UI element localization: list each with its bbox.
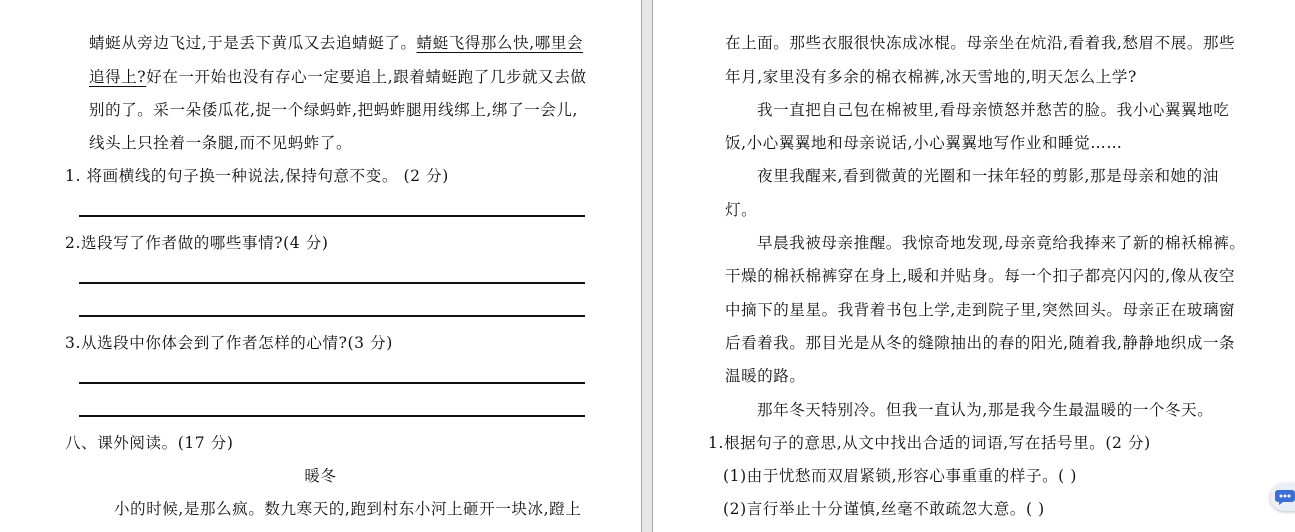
chat-assistant-button[interactable]: [1270, 483, 1295, 511]
question-1-item-2: (2)言行举止十分谨慎,丝毫不敢疏忽大意。( ): [723, 500, 1045, 518]
question-3: 3.从选段中你体会到了作者怎样的心情?(3 分): [65, 334, 393, 352]
passage-line: 年月,家里没有多余的棉衣棉裤,冰天雪地的,明天怎么上学?: [725, 68, 1137, 86]
section-heading: 八、课外阅读。(17 分): [65, 434, 234, 452]
question-1-item-1: (1)由于忧愁而双眉紧锁,形容心事重重的样子。( ): [723, 467, 1078, 485]
passage-line: 干燥的棉袄棉裤穿在身上,暖和并贴身。每一个扣子都亮闪闪的,像从夜空: [725, 267, 1236, 285]
story-first-line: 小的时候,是那么疯。数九寒天的,跑到村东小河上砸开一块冰,蹬上: [114, 500, 582, 518]
answer-line: [79, 215, 585, 217]
question-1: 1. 将画横线的句子换一种说法,保持句意不变。 (2 分): [65, 167, 449, 185]
question-2: 2.选段写了作者做的哪些事情?(4 分): [65, 234, 329, 252]
passage-line: 夜里我醒来,看到微黄的光圈和一抹年轻的剪影,那是母亲和她的油: [757, 167, 1219, 185]
underlined-sentence: 追得上?: [89, 68, 147, 86]
passage-line: 蜻蜓从旁边飞过,于是丢下黄瓜又去追蜻蜓了。蜻蜓飞得那么快,哪里会: [89, 34, 584, 52]
chat-bubble-icon: [1274, 488, 1295, 506]
passage-line: 灯。: [725, 201, 758, 219]
underlined-sentence: 蜻蜓飞得那么快,哪里会: [416, 34, 584, 52]
passage-line: 追得上?好在一开始也没有存心一定要追上,跟着蜻蜓跑了几步就又去做: [89, 68, 587, 86]
passage-line: 我一直把自己包在棉被里,看母亲愤怒并愁苦的脸。我小心翼翼地吃: [757, 101, 1230, 119]
answer-line: [79, 415, 585, 417]
passage-line: 在上面。那些衣服很快冻成冰棍。母亲坐在炕沿,看着我,愁眉不展。那些: [725, 34, 1236, 52]
left-page: [0, 0, 641, 532]
passage-line: 那年冬天特别冷。但我一直认为,那是我今生最温暖的一个冬天。: [757, 401, 1214, 419]
page-gutter: [641, 0, 653, 532]
passage-line: 温暖的路。: [725, 367, 806, 385]
passage-line: 饭,小心翼翼地和母亲说话,小心翼翼地写作业和睡觉……: [725, 134, 1123, 152]
passage-line: 中摘下的星星。我背着书包上学,走到院子里,突然回头。母亲正在玻璃窗: [725, 301, 1236, 319]
passage-line: 线头上只拴着一条腿,而不见蚂蚱了。: [89, 134, 353, 152]
answer-line: [79, 315, 585, 317]
right-page: [653, 0, 1295, 532]
question-1: 1.根据句子的意思,从文中找出合适的词语,写在括号里。(2 分): [708, 434, 1151, 452]
passage-line: 别的了。采一朵倭瓜花,捉一个绿蚂蚱,把蚂蚱腿用线绑上,绑了一会儿,: [89, 101, 579, 119]
passage-line: 后看着我。那目光是从冬的缝隙抽出的春的阳光,随着我,静静地织成一条: [725, 334, 1236, 352]
answer-line: [79, 282, 585, 284]
story-title: 暖冬: [304, 467, 337, 485]
passage-line: 早晨我被母亲推醒。我惊奇地发现,母亲竟给我捧来了新的棉袄棉裤。: [757, 234, 1246, 252]
answer-line: [79, 382, 585, 384]
